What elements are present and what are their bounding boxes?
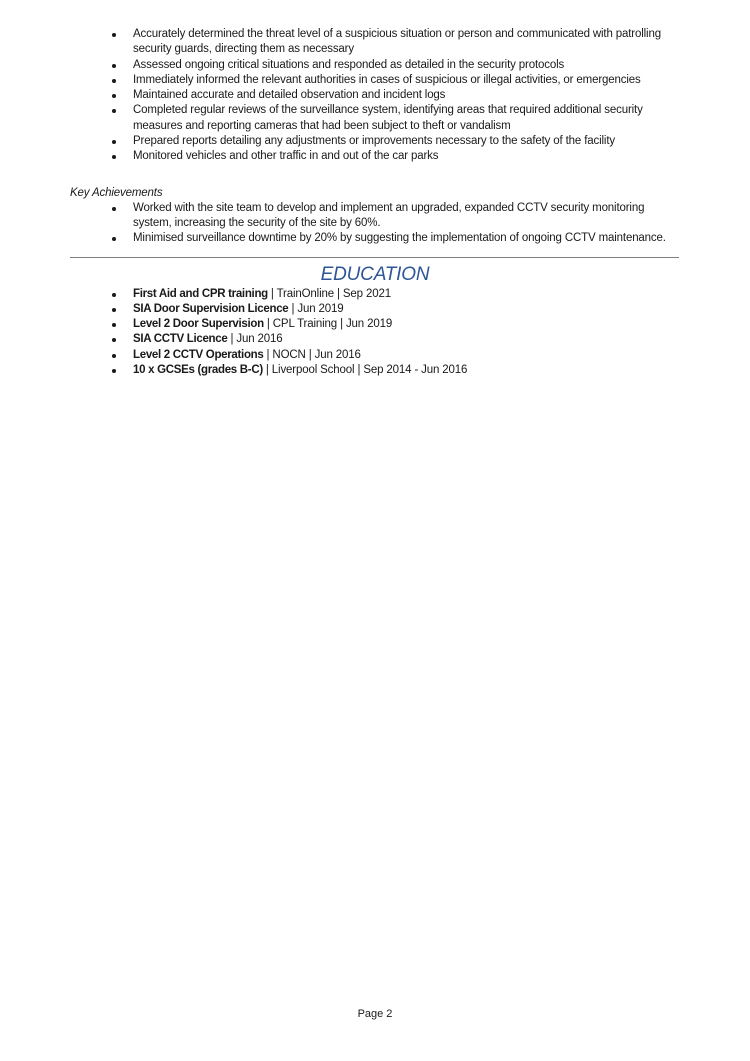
bullet-icon	[112, 323, 116, 327]
achievement-text: Worked with the site team to develop and implement an upgraded, expanded CCTV security monitoring system, increasing the security of the site by 60%.	[133, 201, 645, 229]
bullet-icon	[112, 109, 116, 113]
list-item	[133, 73, 680, 88]
qualification-details: | Liverpool School | Sep 2014 - Jun 2016	[262, 364, 468, 377]
page-content	[70, 27, 680, 378]
bullet-icon	[112, 308, 116, 312]
list-item	[133, 88, 680, 103]
section-divider	[70, 257, 679, 258]
bullet-icon	[112, 64, 116, 68]
qualification-name: SIA CCTV Licence	[133, 333, 228, 346]
duty-text: Maintained accurate and detailed observation and incident logs	[133, 89, 446, 102]
bullet-icon	[112, 140, 116, 144]
page-number: Page 2	[357, 1008, 393, 1020]
duty-text: Accurately determined the threat level of a suspicious situation or person and communicated with patrolling security guards, directing them as necessary	[133, 28, 661, 56]
bullet-icon	[112, 33, 116, 37]
duty-text: Immediately informed the relevant authorities in cases of suspicious or illegal activities, or emergencies	[133, 73, 641, 86]
bullet-icon	[112, 94, 116, 98]
list-item	[133, 287, 680, 302]
bullet-icon	[112, 207, 116, 211]
list-item	[133, 317, 680, 332]
list-item	[133, 348, 680, 363]
qualification-name: Level 2 Door Supervision	[133, 318, 264, 331]
qualification-details: | TrainOnline | Sep 2021	[267, 287, 391, 300]
qualification-name: SIA Door Supervision Licence	[133, 302, 289, 315]
list-item	[133, 27, 680, 58]
list-item	[133, 231, 680, 246]
qualification-details: | Jun 2019	[288, 302, 344, 315]
list-item	[133, 58, 680, 73]
qualification-name: Level 2 CCTV Operations	[133, 348, 264, 361]
education-list	[70, 287, 680, 379]
duty-text: Prepared reports detailing any adjustments or improvements necessary to the safety of the facility	[133, 135, 615, 148]
bullet-icon	[112, 369, 116, 373]
qualification-name: First Aid and CPR training	[133, 287, 268, 300]
key-achievements-heading: Key Achievements	[70, 186, 163, 199]
duty-text: Assessed ongoing critical situations and responded as detailed in the security protocols	[133, 58, 565, 71]
achievement-text: Minimised surveillance downtime by 20% by suggesting the implementation of ongoing CCTV maintenance.	[133, 232, 666, 245]
qualification-details: | CPL Training | Jun 2019	[263, 318, 393, 331]
education-heading: EDUCATION	[320, 263, 430, 285]
list-item	[133, 332, 680, 347]
list-item	[133, 302, 680, 317]
duties-list	[70, 27, 680, 165]
qualification-details: | NOCN | Jun 2016	[263, 348, 361, 361]
achievements-list	[70, 201, 680, 247]
duty-text: Completed regular reviews of the surveillance system, identifying areas that required additional security measures and reporting cameras that had been subject to theft or vandalism	[133, 104, 643, 132]
list-item	[133, 201, 680, 232]
bullet-icon	[112, 354, 116, 358]
list-item	[133, 134, 680, 149]
bullet-icon	[112, 293, 116, 297]
list-item	[133, 149, 680, 164]
qualification-name: 10 x GCSEs (grades B-C)	[133, 364, 263, 377]
bullet-icon	[112, 237, 116, 241]
bullet-icon	[112, 338, 116, 342]
list-item	[133, 363, 680, 378]
bullet-icon	[112, 79, 116, 83]
duty-text: Monitored vehicles and other traffic in and out of the car parks	[133, 150, 439, 163]
qualification-details: | Jun 2016	[227, 333, 283, 346]
bullet-icon	[112, 155, 116, 159]
list-item	[133, 103, 680, 134]
